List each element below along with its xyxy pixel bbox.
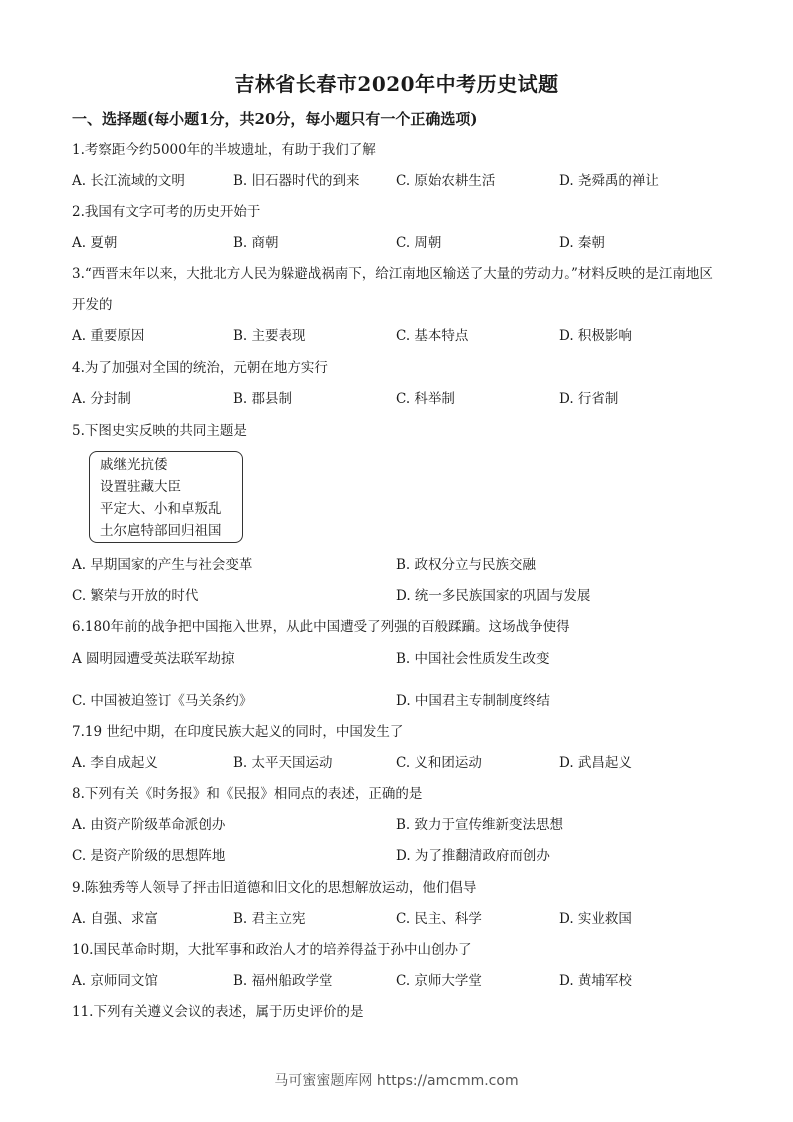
- q10-option-b: B. 福州船政学堂: [233, 973, 333, 989]
- q4-option-a: A. 分封制: [72, 391, 131, 407]
- q3-option-a: A. 重要原因: [72, 328, 145, 344]
- q1-option-d: D. 尧舜禹的禅让: [559, 173, 659, 189]
- question-10-stem: 10.国民革命时期，大批军事和政治人才的培养得益于孙中山创办了: [72, 942, 472, 958]
- q5-figure-item: 戚继光抗倭: [100, 457, 168, 473]
- q2-option-d: D. 秦朝: [559, 235, 605, 251]
- q8-option-d: D. 为了推翻清政府而创办: [396, 848, 550, 864]
- q5-option-b: B. 政权分立与民族交融: [396, 557, 537, 573]
- page-title: 吉林省长春市2020年中考历史试题: [234, 72, 559, 96]
- question-7-stem: 7.19 世纪中期，在印度民族大起义的同时，中国发生了: [72, 724, 404, 740]
- q5-option-c: C. 繁荣与开放的时代: [72, 588, 199, 604]
- q2-option-b: B. 商朝: [233, 235, 279, 251]
- q6-option-b: B. 中国社会性质发生改变: [396, 651, 550, 667]
- q4-option-b: B. 郡县制: [233, 391, 293, 407]
- q7-option-a: A. 李自成起义: [72, 755, 158, 771]
- q8-option-b: B. 致力于宣传维新变法思想: [396, 817, 564, 833]
- question-8-stem: 8.下列有关《时务报》和《民报》相同点的表述，正确的是: [72, 786, 423, 802]
- question-9-stem: 9.陈独秀等人领导了抨击旧道德和旧文化的思想解放运动，他们倡导: [72, 880, 477, 896]
- question-3-stem: 3.“西晋末年以来，大批北方人民为躲避战祸南下，给江南地区输送了大量的劳动力。”材料反映的是江南地区开发的: [72, 266, 713, 313]
- footer-watermark: 马可蜜蜜题库网 https://amcmm.com: [274, 1073, 519, 1089]
- q5-figure-item: 平定大、小和卓叛乱: [100, 501, 222, 517]
- q8-option-c: C. 是资产阶级的思想阵地: [72, 848, 226, 864]
- q7-option-b: B. 太平天国运动: [233, 755, 333, 771]
- question-11-stem: 11.下列有关遵义会议的表述，属于历史评价的是: [72, 1004, 364, 1020]
- q1-option-b: B. 旧石器时代的到来: [233, 173, 360, 189]
- q2-option-a: A. 夏朝: [72, 235, 118, 251]
- q10-option-d: D. 黄埔军校: [559, 973, 632, 989]
- question-4-stem: 4.为了加强对全国的统治，元朝在地方实行: [72, 360, 328, 376]
- question-1-stem: 1.考察距今约5000年的半坡遗址，有助于我们了解: [72, 142, 376, 158]
- q4-option-d: D. 行省制: [559, 391, 619, 407]
- question-6-stem: 6.180年前的战争把中国拖入世界，从此中国遭受了列强的百般蹂躏。这场战争使得: [72, 619, 570, 635]
- question-5-stem: 5.下图史实反映的共同主题是: [72, 423, 247, 439]
- question-2-stem: 2.我国有文字可考的历史开始于: [72, 204, 261, 220]
- q7-option-d: D. 武昌起义: [559, 755, 632, 771]
- section-heading: 一、选择题(每小题1分，共20分，每小题只有一个正确选项): [72, 110, 478, 128]
- q5-figure-item: 设置驻藏大臣: [100, 479, 181, 495]
- q6-option-c: C. 中国被迫签订《马关条约》: [72, 693, 253, 709]
- q9-option-c: C. 民主、科学: [396, 911, 482, 927]
- q4-option-c: C. 科举制: [396, 391, 455, 407]
- q5-option-a: A. 早期国家的产生与社会变革: [72, 557, 253, 573]
- q3-option-d: D. 积极影响: [559, 328, 632, 344]
- q5-figure-item: 土尔扈特部回归祖国: [100, 523, 222, 539]
- q5-option-d: D. 统一多民族国家的巩固与发展: [396, 588, 591, 604]
- q8-option-a: A. 由资产阶级革命派创办: [72, 817, 226, 833]
- q9-option-a: A. 自强、求富: [72, 911, 158, 927]
- q9-option-d: D. 实业救国: [559, 911, 632, 927]
- q2-option-c: C. 周朝: [396, 235, 442, 251]
- q3-option-b: B. 主要表现: [233, 328, 306, 344]
- q1-option-c: C. 原始农耕生活: [396, 173, 496, 189]
- q7-option-c: C. 义和团运动: [396, 755, 482, 771]
- q6-option-a: A 圆明园遭受英法联军劫掠: [72, 651, 235, 667]
- q1-option-a: A. 长江流域的文明: [72, 173, 185, 189]
- q3-option-c: C. 基本特点: [396, 328, 469, 344]
- q10-option-c: C. 京师大学堂: [396, 973, 482, 989]
- q6-option-d: D. 中国君主专制制度终结: [396, 693, 550, 709]
- q10-option-a: A. 京师同文馆: [72, 973, 158, 989]
- q9-option-b: B. 君主立宪: [233, 911, 306, 927]
- q5-figure-box: [89, 451, 243, 543]
